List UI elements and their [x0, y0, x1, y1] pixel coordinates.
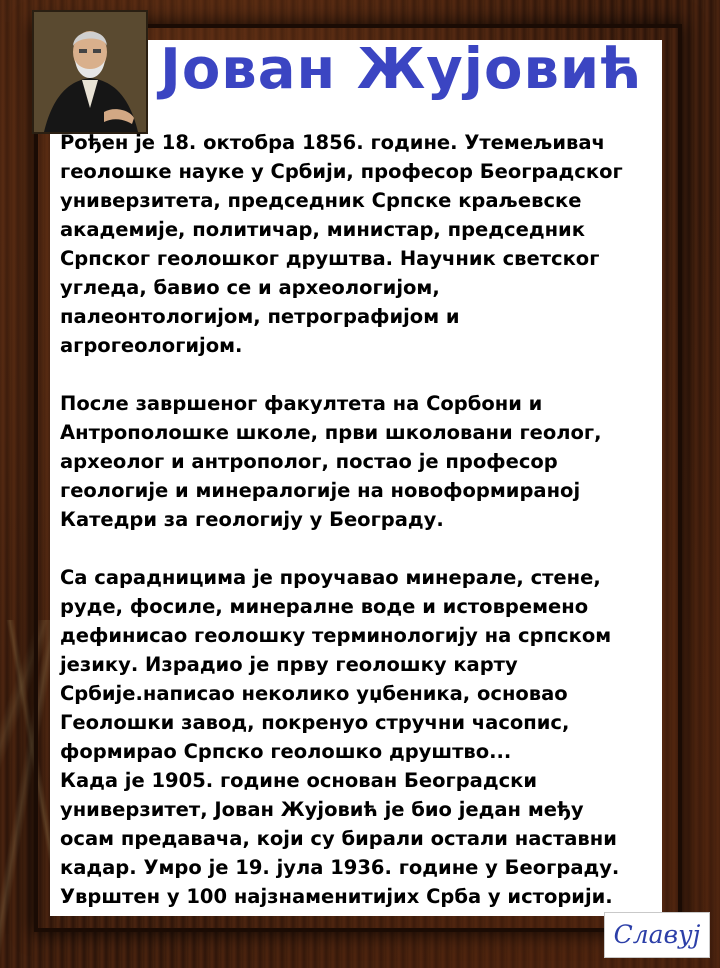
paragraph-gap — [60, 360, 660, 389]
paragraph-gap — [60, 534, 660, 563]
biography-text — [60, 128, 660, 911]
paragraph-2 — [60, 389, 660, 534]
text-line: Са сарадницима је проучавао минерале, стене, — [60, 566, 601, 589]
text-line: осам предавача, који су бирали остали наставни — [60, 827, 617, 850]
text-line: геологије и минералогије на новоформираној — [60, 479, 581, 502]
text-line: геолошке науке у Србији, професор Београдског — [60, 160, 623, 183]
text-line: Уврштен у 100 најзнаменитијих Срба у историји. — [60, 885, 613, 908]
paragraph-1 — [60, 128, 660, 360]
text-line: палеонтологијом, петрографијом и — [60, 305, 460, 328]
text-line: Геолошки завод, покренуо стручни часопис, — [60, 711, 570, 734]
text-line: језику. Израдио је прву геолошку карту — [60, 653, 518, 676]
text-line: Рођен је 18. октобра 1856. године. Утемељивач — [60, 131, 605, 154]
text-line: Када је 1905. године основан Београдски — [60, 769, 538, 792]
text-line: кадар. Умро је 19. јула 1936. године у Београду. — [60, 856, 620, 879]
portrait-image — [32, 10, 148, 134]
text-line: универзитет, Јован Жујовић је био један међу — [60, 798, 584, 821]
text-line: агрогеологијом. — [60, 334, 243, 357]
text-line: универзитета, председник Српске краљевске — [60, 189, 582, 212]
text-line: угледа, бавио се и археологијом, — [60, 276, 440, 299]
text-line: Србије.написао неколико уџбеника, основао — [60, 682, 568, 705]
paragraph-3 — [60, 563, 660, 911]
text-line: археолог и антрополог, постао је професор — [60, 450, 558, 473]
signature-badge: Славуј — [604, 912, 710, 958]
text-line: дефинисао геолошку терминологију на српском — [60, 624, 612, 647]
text-line: академије, политичар, министар, председник — [60, 218, 585, 241]
text-line: Антрополошке школе, први школовани геолог, — [60, 421, 602, 444]
portrait-drawing — [34, 12, 146, 132]
page-title: Јован Жујовић — [160, 37, 643, 102]
text-line: Катедри за геологију у Београду. — [60, 508, 444, 531]
text-line: Српског геолошког друштва. Научник светског — [60, 247, 600, 270]
text-line: После завршеног факултета на Сорбони и — [60, 392, 543, 415]
text-line: руде, фосиле, минералне воде и истовремено — [60, 595, 589, 618]
text-line: формирао Српско геолошко друштво... — [60, 740, 512, 763]
